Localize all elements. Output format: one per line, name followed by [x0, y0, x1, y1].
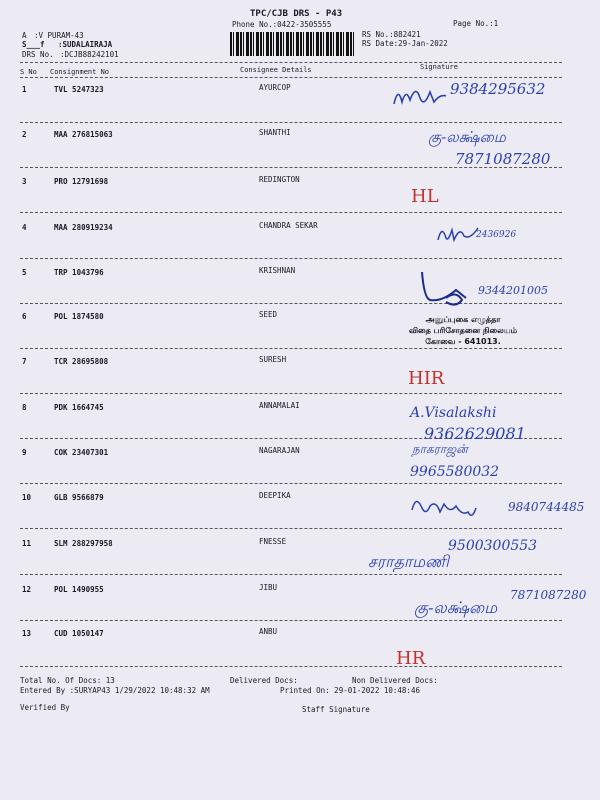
staff-label: S___f	[22, 40, 45, 49]
staff-value: :SUDALAIRAJA	[58, 40, 113, 49]
entered-by: Entered By :SURYAP43 1/29/2022 10:48:32 AM	[20, 686, 210, 695]
handwritten-name: கு-லக்ஷ்மை	[428, 128, 506, 146]
col-sno: S No	[20, 68, 37, 76]
row-number: 12	[22, 585, 32, 594]
non-delivered-docs: Non Delivered Docs:	[352, 676, 438, 685]
consignment-number: POL 1874580	[54, 312, 104, 321]
consignee-name: SHANTHI	[259, 128, 291, 137]
row-number: 11	[22, 539, 32, 548]
signature-scribble-icon	[390, 82, 450, 112]
row-number: 9	[22, 448, 27, 457]
divider	[20, 393, 562, 394]
divider	[20, 77, 562, 78]
consignee-name: FNESSE	[259, 537, 287, 546]
delivered-docs: Delivered Docs:	[230, 676, 298, 685]
consignee-name: KRISHNAN	[259, 266, 296, 275]
office-stamp	[388, 314, 538, 347]
consignment-number: MAA 280919234	[54, 223, 113, 232]
consignee-name: SURESH	[259, 355, 287, 364]
row-number: 3	[22, 177, 27, 186]
divider	[20, 483, 562, 484]
consignment-number: PRO 12791698	[54, 177, 109, 186]
signature-scribble-icon	[416, 268, 476, 310]
consignment-number: PDK 1664745	[54, 403, 104, 412]
row-number: 2	[22, 130, 27, 139]
row-number: 1	[22, 85, 27, 94]
page-number: Page No.:1	[453, 19, 499, 28]
barcode-image	[230, 32, 354, 56]
handwritten-name: நாகராஜன்	[412, 442, 468, 456]
consignment-number: TVL 5247323	[54, 85, 104, 94]
phone-number: Phone No.:0422-3505555	[232, 20, 332, 29]
drs-label: DRS No.	[22, 50, 54, 59]
handwritten-initials: HIR	[408, 368, 445, 389]
consignee-name: ANBU	[259, 627, 278, 636]
row-number: 5	[22, 268, 27, 277]
row-number: 6	[22, 312, 27, 321]
divider	[20, 666, 562, 667]
stamp-line: விதை பரிசோதனை நிலையம்	[408, 326, 518, 335]
handwritten-phone: 9384295632	[450, 80, 546, 98]
divider	[20, 348, 562, 349]
handwritten-name: கு-லக்ஷ்மை	[414, 598, 498, 617]
printed-on: Printed On: 29-01-2022 10:48:46	[280, 686, 420, 695]
rs-number: RS No.:882421	[362, 30, 421, 39]
handwritten-number: 2436926	[476, 230, 517, 240]
consignee-name: NAGARAJAN	[259, 446, 300, 455]
col-signature: Signature	[420, 63, 458, 71]
consignment-number: TRP 1043796	[54, 268, 104, 277]
divider	[20, 62, 562, 63]
handwritten-phone: 9965580032	[410, 464, 500, 480]
row-number: 10	[22, 493, 32, 502]
handwritten-name: A.Visalakshi	[410, 405, 497, 421]
divider	[20, 212, 562, 213]
divider	[20, 528, 562, 529]
total-docs: Total No. Of Docs: 13	[20, 676, 115, 685]
stamp-line: கோவை - 641013.	[425, 337, 501, 346]
rs-date: RS Date:29-Jan-2022	[362, 39, 448, 48]
handwritten-phone: 9500300553	[448, 538, 538, 554]
row-number: 7	[22, 357, 27, 366]
divider	[20, 122, 562, 123]
handwritten-phone: 9344201005	[478, 284, 548, 297]
consignee-name: ANNAMALAI	[259, 401, 300, 410]
consignment-number: MAA 276815063	[54, 130, 113, 139]
staff-signature: Staff Signature	[302, 705, 370, 714]
consignment-number: POL 1490955	[54, 585, 104, 594]
area-value: :V PURAM-43	[34, 31, 84, 40]
handwritten-phone: 9840744485	[508, 500, 585, 514]
consignee-name: JIBU	[259, 583, 278, 592]
row-number: 8	[22, 403, 27, 412]
verified-by: Verified By	[20, 703, 70, 712]
stamp-line: அனுப்புகை எழுத்தா	[425, 315, 501, 324]
drs-title: TPC/CJB DRS - P43	[250, 9, 343, 19]
row-number: 4	[22, 223, 27, 232]
consignment-number: COK 23407301	[54, 448, 109, 457]
consignment-number: GLB 9566879	[54, 493, 104, 502]
consignee-name: CHANDRA SEKAR	[259, 221, 318, 230]
handwritten-initials: HL	[411, 186, 439, 207]
handwritten-initials: HR	[396, 648, 426, 669]
divider	[20, 620, 562, 621]
consignment-number: SLM 288297958	[54, 539, 113, 548]
area-label: A	[22, 31, 27, 40]
signature-scribble-icon	[436, 222, 481, 244]
divider	[20, 574, 562, 575]
handwritten-name: சராதாமணி	[368, 552, 449, 571]
col-consignment: Consignment No	[50, 68, 110, 76]
drs-value: :DCJB88242101	[60, 50, 119, 59]
consignment-number: CUD 1050147	[54, 629, 104, 638]
row-number: 13	[22, 629, 32, 638]
handwritten-phone: 7871087280	[455, 150, 551, 168]
consignee-name: AYURCOP	[259, 83, 291, 92]
handwritten-phone: 7871087280	[510, 588, 587, 602]
consignee-name: DEEPIKA	[259, 491, 291, 500]
col-consignee: Consignee Details	[240, 66, 312, 74]
signature-scribble-icon	[410, 494, 480, 522]
consignee-name: SEED	[259, 310, 278, 319]
handwritten-phone: 9362629081	[424, 424, 526, 443]
consignment-number: TCR 28695808	[54, 357, 109, 366]
divider	[20, 258, 562, 259]
divider	[20, 303, 562, 304]
consignee-name: REDINGTON	[259, 175, 300, 184]
